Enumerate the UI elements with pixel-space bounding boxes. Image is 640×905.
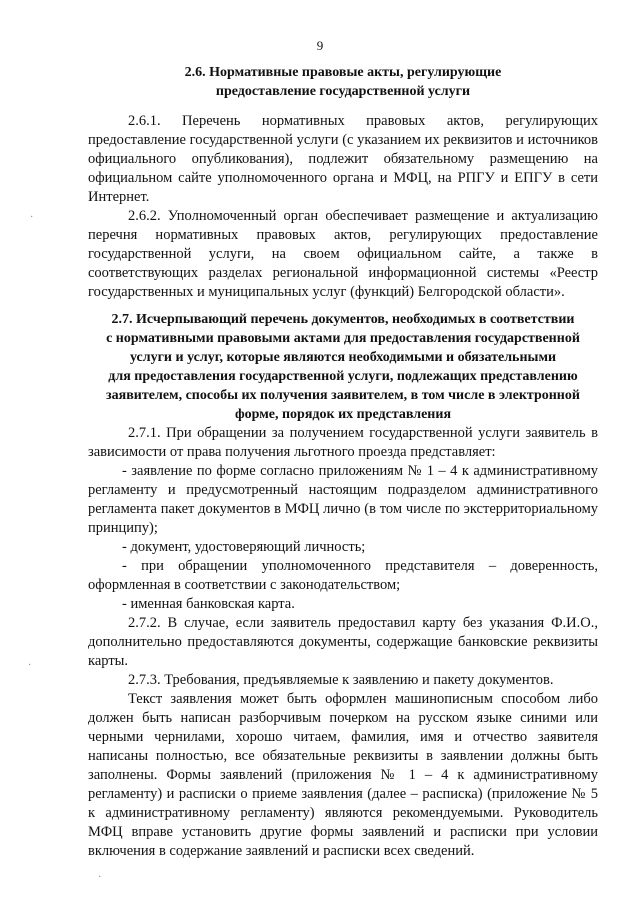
section-2-6-title xyxy=(88,63,598,101)
title-line: с нормативными правовыми актами для предоставления государственной xyxy=(106,331,580,346)
paragraph: Текст заявления может быть оформлен машинописным способом либо должен быть написан разборчивым почерком на русском языке синими или черными чернилами, хорошо читаем, фамилия, имя и отчество заявителя написаны полностью, все обязательные реквизиты в заявлении должны быть заполнены. Формы заявлений (приложения № 1 – 4 к административному регламенту) и расписки о приеме заявления (далее – расписка) (приложение № 5 к административному регламенту) являются рекомендуемыми. Руководитель МФЦ вправе установить другие формы заявлений и расписки при условии включения в содержание заявлений и расписки всех сведений. xyxy=(88,691,598,859)
page-number: 9 xyxy=(316,38,324,53)
section-2-7-title xyxy=(88,310,598,424)
title-line: предоставление государственной услуги xyxy=(215,84,471,99)
scan-mark: · xyxy=(98,872,102,883)
paragraph: 2.7.1. При обращении за получением государственной услуги заявитель в зависимости от права получения льготного проезда представляет: xyxy=(88,425,598,460)
title-line: заявителем, способы их получения заявителем, в том числе в электронной xyxy=(106,388,580,403)
list-item: - заявление по форме согласно приложениям № 1 – 4 к административному регламенту и предусмотренный настоящим подразделом административного регламента пакет документов в МФЦ лично (в том числе по экстерриториальному принципу); xyxy=(88,463,598,536)
list-item: - именная банковская карта. xyxy=(122,596,295,612)
paragraph: 2.7.2. В случае, если заявитель предоставил карту без указания Ф.И.О., дополнительно предоставляются документы, содержащие банковские реквизиты карты. xyxy=(88,615,598,669)
paragraph: 2.6.2. Уполномоченный орган обеспечивает размещение и актуализацию перечня нормативных правовых актов, регулирующих предоставление государственной услуги, на своем официальном сайте, а также в соответствующих разделах региональной информационной системы «Реестр государственных и муниципальных услуг (функций) Белгородской области». xyxy=(88,208,598,300)
section-2-6-body xyxy=(88,112,598,302)
paragraph: 2.7.3. Требования, предъявляемые к заявлению и пакету документов. xyxy=(128,672,554,688)
title-line: услуги и услуг, которые являются необходимыми и обязательными xyxy=(129,350,557,365)
paragraph: 2.6.1. Перечень нормативных правовых актов, регулирующих предоставление государственной услуги (с указанием их реквизитов и источников официального опубликования), подлежит обязательному размещению на официальном сайте уполномоченного органа и МФЦ, на РПГУ и ЕПГУ в сети Интернет. xyxy=(88,113,598,205)
title-line: форме, порядок их представления xyxy=(234,407,452,422)
scan-mark: · xyxy=(28,660,32,671)
list-item: - документ, удостоверяющий личность; xyxy=(122,539,366,555)
title-line: 2.7. Исчерпывающий перечень документов, необходимых в соответствии xyxy=(111,312,575,327)
list-item: - при обращении уполномоченного представителя – доверенность, оформленная в соответствии с законодательством; xyxy=(88,558,598,593)
title-line: для предоставления государственной услуги, подлежащих представлению xyxy=(108,369,578,384)
scan-mark: · xyxy=(30,212,34,223)
title-line: 2.6. Нормативные правовые акты, регулирующие xyxy=(184,65,502,80)
section-2-7-body xyxy=(88,424,598,861)
